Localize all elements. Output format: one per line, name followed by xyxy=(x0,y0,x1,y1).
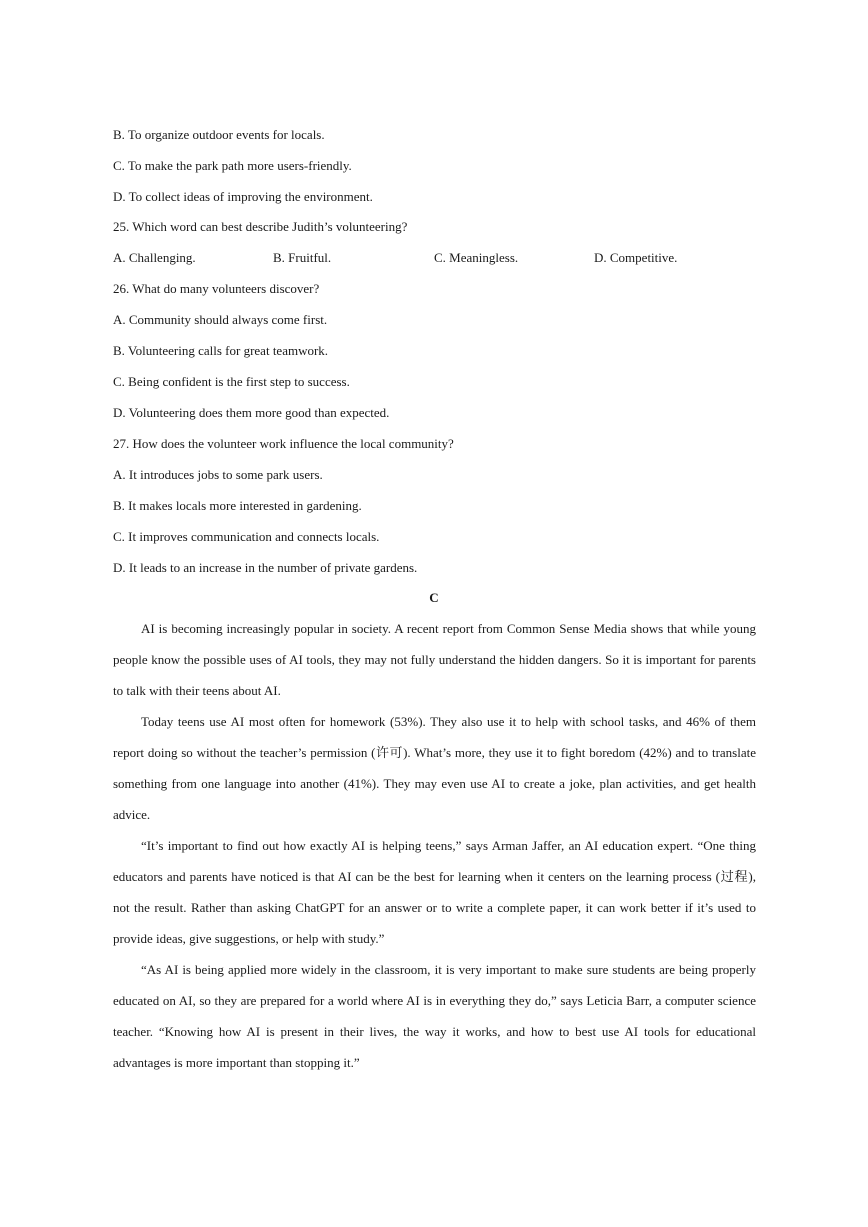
q24-option-b: B. To organize outdoor events for locals. xyxy=(113,127,325,142)
q25-option-c: C. Meaningless. xyxy=(434,250,519,265)
q24-option-d: D. To collect ideas of improving the environment. xyxy=(113,189,373,204)
q25-stem: 25. Which word can best describe Judith’s volunteering? xyxy=(113,219,408,234)
q26-option-c: C. Being confident is the first step to success. xyxy=(113,374,350,389)
passage-heading: C xyxy=(429,590,439,605)
passage-paragraph-3: “It’s important to find out how exactly AI is helping teens,” says Arman Jaffer, an AI education expert. “One thing educators and parents have noticed is that AI can be the best for learning when it centers on the learning process (过程), not the result. Rather than asking ChatGPT for an answer or to write a complete paper, it can work better if it’s used to provide ideas, give suggestions, or help with study.” xyxy=(113,838,756,946)
q27-option-c: C. It improves communication and connects locals. xyxy=(113,529,380,544)
passage-paragraph-2: Today teens use AI most often for homework (53%). They also use it to help with school tasks, and 46% of them report doing so without the teacher’s permission (许可). What’s more, they use it to fight boredom (42%) and to translate something from one language into another (41%). They may even use AI to create a joke, plan activities, and get health advice. xyxy=(113,714,756,822)
q25-option-b: B. Fruitful. xyxy=(273,250,332,265)
passage-paragraph-1: AI is becoming increasingly popular in society. A recent report from Common Sense Media shows that while young people know the possible uses of AI tools, they may not fully understand the hidden dangers. So it is important for parents to talk with their teens about AI. xyxy=(113,621,756,698)
q25-options xyxy=(113,250,763,266)
q24-option-c: C. To make the park path more users-friendly. xyxy=(113,158,352,173)
q27-option-d: D. It leads to an increase in the number of private gardens. xyxy=(113,560,418,575)
q25-option-a: A. Challenging. xyxy=(113,250,196,265)
q27-option-b: B. It makes locals more interested in gardening. xyxy=(113,498,362,513)
passage-paragraph-4: “As AI is being applied more widely in the classroom, it is very important to make sure students are being properly educated on AI, so they are prepared for a world where AI is in everything they do,” says Leticia Barr, a computer science teacher. “Knowing how AI is present in their lives, the way it works, and how to best use AI tools for educational advantages is more important than stopping it.” xyxy=(113,962,756,1070)
q26-option-a: A. Community should always come first. xyxy=(113,312,328,327)
q27-stem: 27. How does the volunteer work influence the local community? xyxy=(113,436,454,451)
q26-stem: 26. What do many volunteers discover? xyxy=(113,281,320,296)
q27-option-a: A. It introduces jobs to some park users. xyxy=(113,467,323,482)
q26-option-b: B. Volunteering calls for great teamwork. xyxy=(113,343,329,358)
q26-option-d: D. Volunteering does them more good than expected. xyxy=(113,405,390,420)
q25-option-d: D. Competitive. xyxy=(594,250,678,265)
